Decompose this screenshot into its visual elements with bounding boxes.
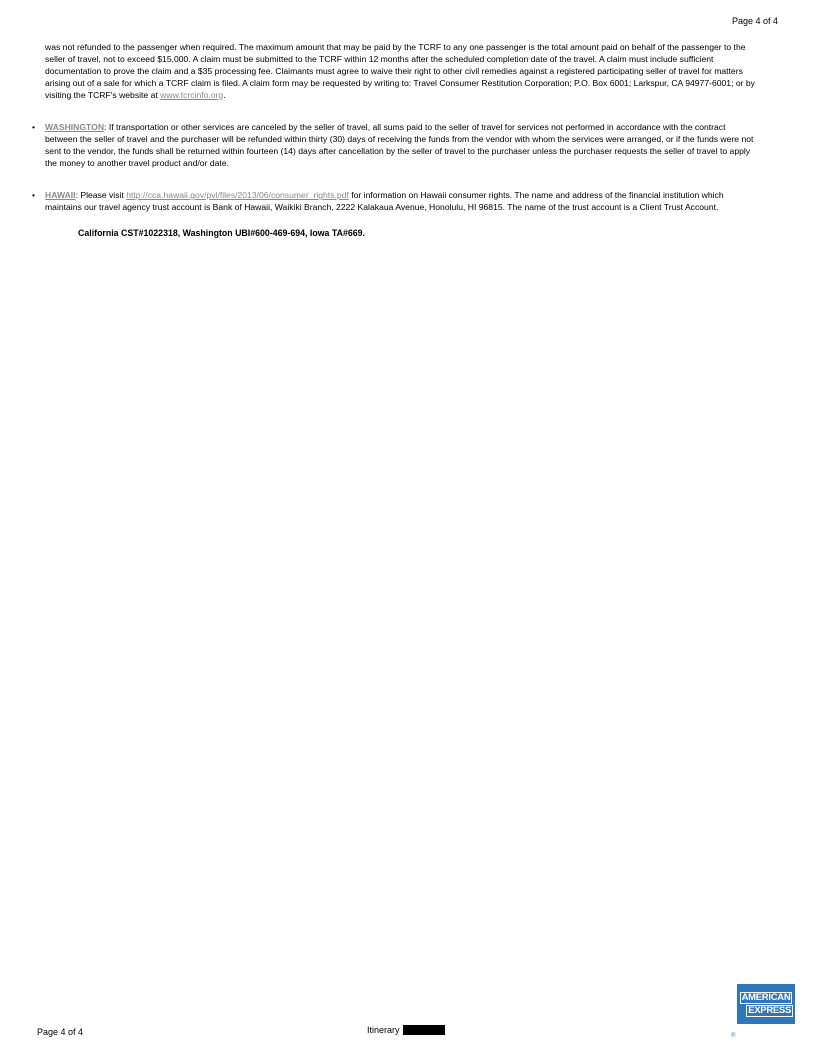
registered-mark: ®	[731, 1033, 736, 1039]
hawaii-text-a: : Please visit	[75, 190, 127, 200]
logo-line-2: EXPRESS	[748, 1004, 791, 1016]
itinerary-label: Itinerary	[367, 1025, 400, 1035]
hawaii-label-link[interactable]: HAWAII	[45, 190, 76, 200]
washington-text: : If transportation or other services are canceled by the seller of travel, all sums paid to the seller of travel for services not performed in accordance with the contract between the seller of travel and the purchaser will be refunded within thirty (30) days of receiving the funds from the vendor with whom the services were arranged, or if the funds were not sent to the vendor, the funds shall be returned within fourteen (14) days after cancellation by the seller of travel to the purchaser unless the purchaser requests the seller of travel to apply the money to another travel product and/or date.	[45, 122, 754, 168]
tcrf-website-link[interactable]: www.tcrcinfo.org	[160, 90, 224, 100]
page-number-header: Page 4 of 4	[731, 16, 778, 26]
hawaii-consumer-rights-link[interactable]: http://cca.hawaii.gov/pvl/files/2013/06/consumer_rights.pdf	[126, 190, 349, 200]
itinerary-footer	[367, 1024, 445, 1036]
document-body	[32, 41, 757, 239]
hawaii-text-b: for information on Hawaii consumer rights. The name and address of the financial institution which maintains our travel agency trust account is Bank of Hawaii, Waikiki Branch, 2222 Kalakaua Avenue, Honolulu, HI 96815. The name of the trust account is a Client Trust Account.	[45, 190, 724, 212]
tcrf-period: .	[223, 90, 226, 100]
registration-numbers: California CST#1022318, Washington UBI#600-469-694, Iowa TA#669.	[78, 228, 365, 238]
logo-line-1: AMERICAN	[741, 991, 791, 1003]
washington-item	[32, 121, 757, 169]
redacted-block	[403, 1025, 445, 1035]
bullet-marker: •	[32, 122, 36, 132]
american-express-logo	[737, 984, 795, 1024]
tcrf-continued-paragraph	[45, 41, 757, 101]
tcrf-text: was not refunded to the passenger when required. The maximum amount that may be paid by the TCRF to any one passenger is the total amount paid on behalf of the passenger to the seller of travel, not to exceed $15,000. A claim must be submitted to the TCRF within 12 months after the scheduled completion date of the travel. A claim must include sufficient documentation to prove the claim and a $35 processing fee. Claimants must agree to waive their right to other civil remedies against a registered participating seller of travel for matters arising out of a sale for which a TCRF claim is filed. A claim form may be requested by writing to: Travel Consumer Restitution Corporation; P.O. Box 6001; Larkspur, CA 94977-6001; or by visiting the TCRF's website at	[45, 42, 755, 100]
bullet-marker: •	[32, 190, 36, 200]
hawaii-item	[32, 189, 757, 213]
page-number-footer: Page 4 of 4	[37, 1027, 84, 1037]
washington-label-link[interactable]: WASHINGTON	[45, 122, 105, 132]
